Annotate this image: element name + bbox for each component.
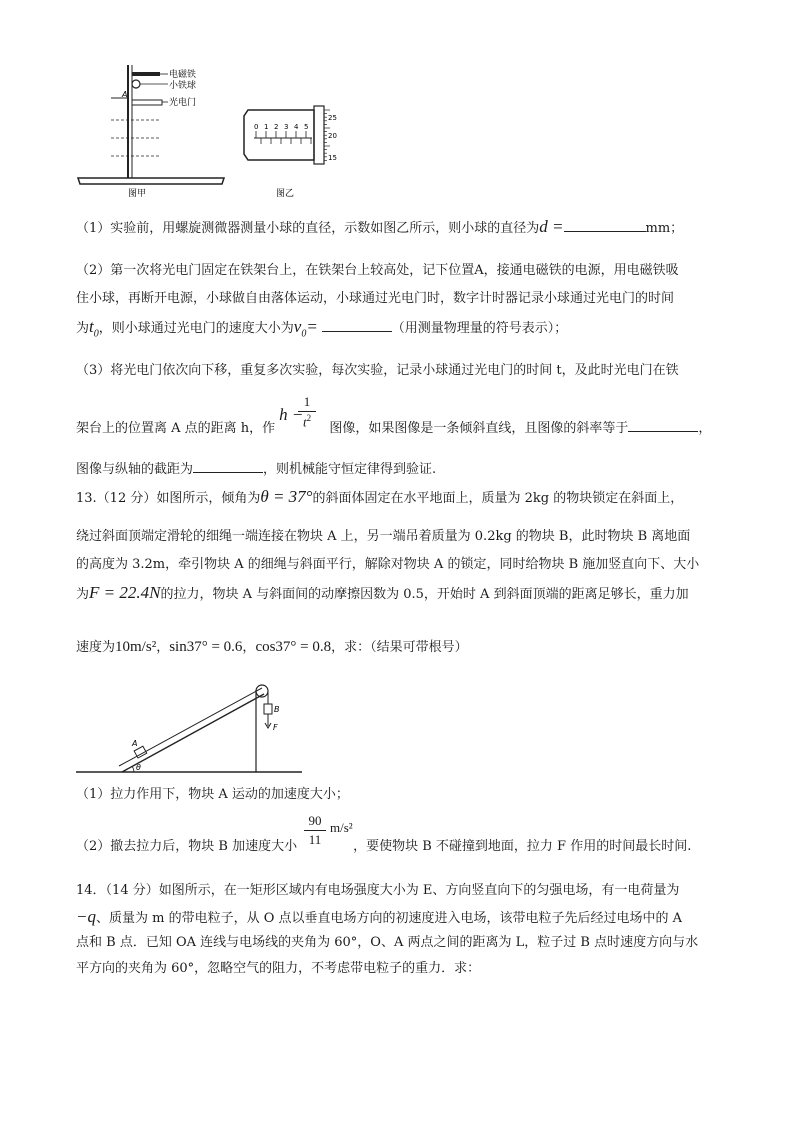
q12-part2-line3: 为$t_0$，则小球通过光电门的速度大小为$v_0=$ （用测量物理量的符号表示）； <box>76 317 568 340</box>
label-ball: 小铁球 <box>169 81 197 91</box>
q12-part2-line1: （2）第一次将光电门固定在铁架台上，在铁架台上较高处，记下位置A，接通电磁铁的电源，用电磁铁吸 <box>76 263 679 278</box>
answer-blank-intercept[interactable] <box>193 460 263 473</box>
label-block-a: A <box>132 739 138 748</box>
q13-part1: （1）拉力作用下，物块 A 运动的加速度大小； <box>76 787 349 802</box>
q13-line4: 为F = 22.4N的拉力，物块 A 与斜面间的动摩擦因数为 0.5，开始时 A 到斜面顶端的距离足够长，重力加 <box>76 583 689 602</box>
q14-line2: −q、质量为 m 的带电粒子，从 O 点以垂直电场方向的初速度进入电场，该带电粒子先后经过电场中的 A <box>76 907 683 926</box>
force-equation: F = 22.4N <box>89 583 161 602</box>
cos-value: cos37° = 0.8 <box>255 639 332 655</box>
main-scale-2: 2 <box>274 123 279 131</box>
q12-part1: （1）实验前，用螺旋测微器测量小球的直径，示数如图乙所示，则小球的直径为d = mm； <box>76 217 684 236</box>
q14-line3: 点和 B 点．已知 OA 连线与电场线的夹角为 60°，O、A 两点之间的距离为 L，粒子过 B 点时速度方向与水 <box>76 935 699 950</box>
figure-apparatus <box>76 60 236 200</box>
q14-line1: 14．（14 分）如图所示，在一矩形区域内有电场强度大小为 E、方向竖直向下的匀强电场，有一电荷量为 <box>76 883 680 898</box>
q13-part2: （2）撤去拉力后，物块 B 加速度大小 ，要使物块 B 不碰撞到地面，拉力 F 作用的时间最长时间. <box>76 839 692 854</box>
answer-blank-d[interactable] <box>564 219 646 232</box>
gravity-value: 10m/s² <box>115 639 157 655</box>
q12-part3-line1: （3）将光电门依次向下移，重复多次实验，每次实验，记录小球通过光电门的时间 t，及此时光电门在铁 <box>76 363 679 378</box>
label-theta: θ <box>136 763 141 772</box>
thimble-scale-20: 20 <box>328 132 337 140</box>
var-v0: $v_0$ <box>293 317 307 340</box>
label-gate: 光电门 <box>169 98 197 108</box>
label-magnet: 电磁铁 <box>169 70 197 80</box>
q14-line4: 平方向的夹角为 60°，忽略空气的阻力，不考虑带电粒子的重力．求： <box>76 961 481 976</box>
q13-line2: 绕过斜面顶端定滑轮的细绳一端连接在物块 A 上，另一端吊着质量为 0.2kg 的物块 B，此时物块 B 离地面 <box>76 529 691 544</box>
main-scale-1: 1 <box>264 123 269 131</box>
fraction-90-over-11: 90 11 <box>304 813 326 848</box>
figure-micrometer <box>240 98 360 200</box>
fraction-one-over-t-squared: 1 $t^2$ <box>298 394 316 430</box>
q13-line1: 13.（12 分）如图所示，倾角为θ = 37°的斜面体固定在水平地面上，质量为 2kg 的物块锁定在斜面上， <box>76 487 684 506</box>
thimble-scale-25: 25 <box>328 114 337 122</box>
main-scale-4: 4 <box>294 123 299 131</box>
q12-part3-line2: 架台上的位置离 A 点的距离 h，作h −图像，如果图像是一条倾斜直线，且图像的斜率等于 ， <box>76 405 712 436</box>
theta-equation: θ = 37° <box>260 487 313 506</box>
accel-unit: m/s² <box>330 820 353 835</box>
label-force-f: F <box>273 723 278 732</box>
q12-part2-line2: 住小球，再断开电源，小球做自由落体运动，小球通过光电门时，数字计时器记录小球通过光电门的时间 <box>76 291 675 306</box>
main-scale-5: 5 <box>304 123 309 131</box>
charge-var: −q <box>76 907 96 926</box>
main-scale-0: 0 <box>254 123 259 131</box>
answer-blank-v0[interactable] <box>322 319 392 332</box>
figure-incline <box>76 678 306 778</box>
q12-part3-line3: 图像与纵轴的截距为 ，则机械能守恒定律得到验证. <box>76 462 437 477</box>
label-point-a: A <box>122 90 128 99</box>
answer-blank-slope[interactable] <box>628 419 698 432</box>
q13-line3: 的高度为 3.2m，牵引物块 A 的细绳与斜面平行，解除对物块 A 的锁定，同时给物块 B 施加竖直向下、大小 <box>76 557 700 572</box>
q13-line5: 速度为10m/s²，sin37° = 0.6，cos37° = 0.8，求：（结果可带根号） <box>76 639 468 655</box>
thimble-scale-15: 15 <box>328 154 337 162</box>
caption-fig2: 图乙 <box>276 189 295 199</box>
label-block-b: B <box>274 705 280 714</box>
sin-value: sin37° = 0.6 <box>169 639 243 655</box>
var-d: d = <box>539 217 564 236</box>
caption-fig1: 图甲 <box>128 189 147 199</box>
main-scale-3: 3 <box>284 123 289 131</box>
var-t0: $t_0$ <box>89 317 99 340</box>
